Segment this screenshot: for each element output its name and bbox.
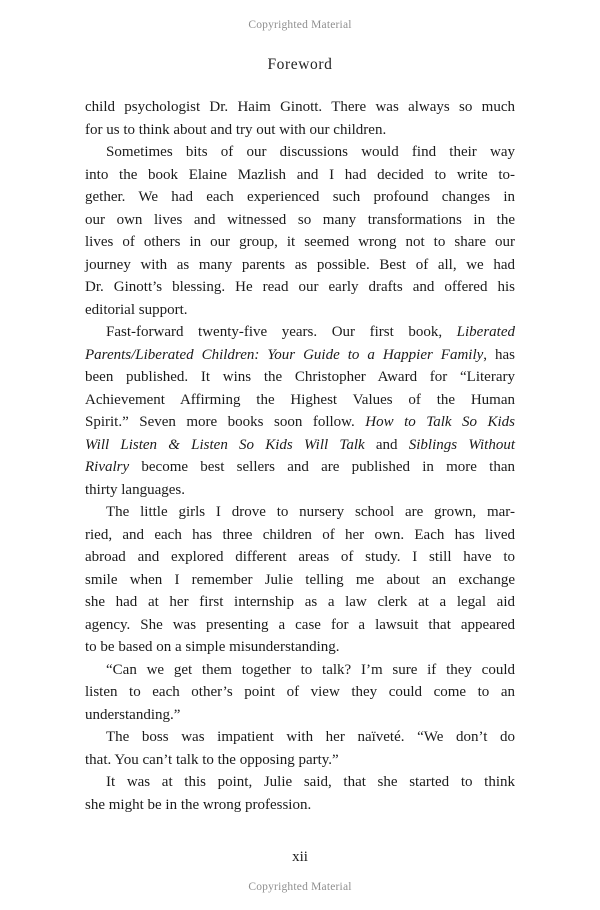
text-segment: Sometimes bits of our discussions would find their way: [106, 144, 515, 160]
text-segment: It was at this point, Julie said, that she started to think: [106, 774, 515, 790]
text-segment: journey with as many parents as possible. Best of all, we had: [85, 256, 515, 273]
copyright-notice-top: Copyrighted Material: [248, 19, 352, 31]
body-text: [85, 96, 515, 816]
text-line: [85, 141, 515, 164]
text-line: [85, 231, 515, 254]
text-segment: she might be in the wrong profession.: [85, 796, 312, 813]
text-segment: , has: [483, 346, 515, 363]
italic-text-segment: Will Listen & Listen So Kids Will Talk: [85, 436, 365, 453]
text-line: [85, 749, 515, 772]
text-line: [85, 614, 515, 637]
chapter-heading: Foreword: [267, 56, 333, 73]
text-segment: editorial support.: [85, 301, 188, 318]
text-line: [85, 479, 515, 502]
text-line: [85, 299, 515, 322]
text-line: [85, 546, 515, 569]
text-line: [85, 119, 515, 142]
text-segment: Achievement Affirming the Highest Values of the Human: [85, 391, 515, 408]
text-line: [85, 569, 515, 592]
page-number: xii: [292, 849, 308, 865]
text-segment: for us to think about and try out with our children.: [85, 121, 387, 138]
text-line: [85, 726, 515, 749]
text-segment: been published. It wins the Christopher Award for “Literary: [85, 369, 515, 385]
italic-text-segment: Rivalry: [85, 459, 130, 475]
text-line: [85, 254, 515, 277]
text-segment: Spirit.” Seven more books soon follow.: [85, 414, 366, 430]
text-line: [85, 501, 515, 524]
text-line: [85, 96, 515, 119]
text-line: [85, 344, 515, 367]
text-segment: she had at her first internship as a law clerk at a legal aid: [85, 594, 515, 610]
italic-text-segment: Liberated: [456, 324, 515, 340]
text-segment: gether. We had each experienced such profound changes in: [85, 189, 515, 205]
text-segment: our own lives and witnessed so many transformations in the: [85, 211, 515, 228]
italic-text-segment: How to Talk So Kids: [365, 414, 515, 430]
text-line: [85, 366, 515, 389]
text-line: [85, 434, 515, 457]
text-segment: understanding.”: [85, 706, 181, 723]
text-segment: ried, and each has three children of her own. Each has lived: [85, 526, 515, 543]
text-segment: lives of others in our group, it seemed wrong not to share our: [85, 234, 515, 250]
text-line: [85, 456, 515, 479]
text-segment: and: [364, 436, 409, 453]
text-segment: Fast-forward twenty-five years. Our first book,: [106, 324, 457, 340]
text-segment: The boss was impatient with her naïveté. “We don’t do: [106, 729, 515, 745]
text-segment: thirty languages.: [85, 481, 185, 498]
text-line: [85, 389, 515, 412]
text-segment: The little girls I drove to nursery school are grown, mar-: [106, 504, 515, 520]
text-line: [85, 794, 515, 817]
text-line: [85, 186, 515, 209]
text-segment: become best sellers and are published in more than: [129, 459, 515, 475]
text-segment: to be based on a simple misunderstanding.: [85, 639, 340, 655]
text-segment: abroad and explored different areas of study. I still have to: [85, 549, 515, 565]
text-line: [85, 524, 515, 547]
text-line: [85, 591, 515, 614]
text-line: [85, 704, 515, 727]
text-line: [85, 276, 515, 299]
text-line: [85, 209, 515, 232]
text-segment: child psychologist Dr. Haim Ginott. There was always so much: [85, 99, 515, 115]
text-line: [85, 164, 515, 187]
copyright-notice-bottom: Copyrighted Material: [248, 881, 352, 893]
text-segment: Dr. Ginott’s blessing. He read our early drafts and offered his: [85, 279, 515, 295]
italic-text-segment: Parents/Liberated Children: Your Guide to a Happier Family: [85, 346, 484, 363]
text-segment: “Can we get them together to talk? I’m sure if they could: [106, 661, 515, 678]
italic-text-segment: Siblings Without: [408, 436, 515, 453]
text-line: [85, 321, 515, 344]
text-line: [85, 659, 515, 682]
text-segment: listen to each other’s point of view they could come to an: [85, 684, 515, 700]
text-line: [85, 771, 515, 794]
text-line: [85, 681, 515, 704]
text-segment: agency. She was presenting a case for a lawsuit that appeared: [85, 616, 515, 633]
text-segment: into the book Elaine Mazlish and I had decided to write to-: [85, 166, 515, 183]
text-line: [85, 636, 515, 659]
text-segment: smile when I remember Julie telling me about an exchange: [85, 571, 515, 588]
text-line: [85, 411, 515, 434]
text-segment: that. You can’t talk to the opposing party.”: [85, 751, 339, 768]
